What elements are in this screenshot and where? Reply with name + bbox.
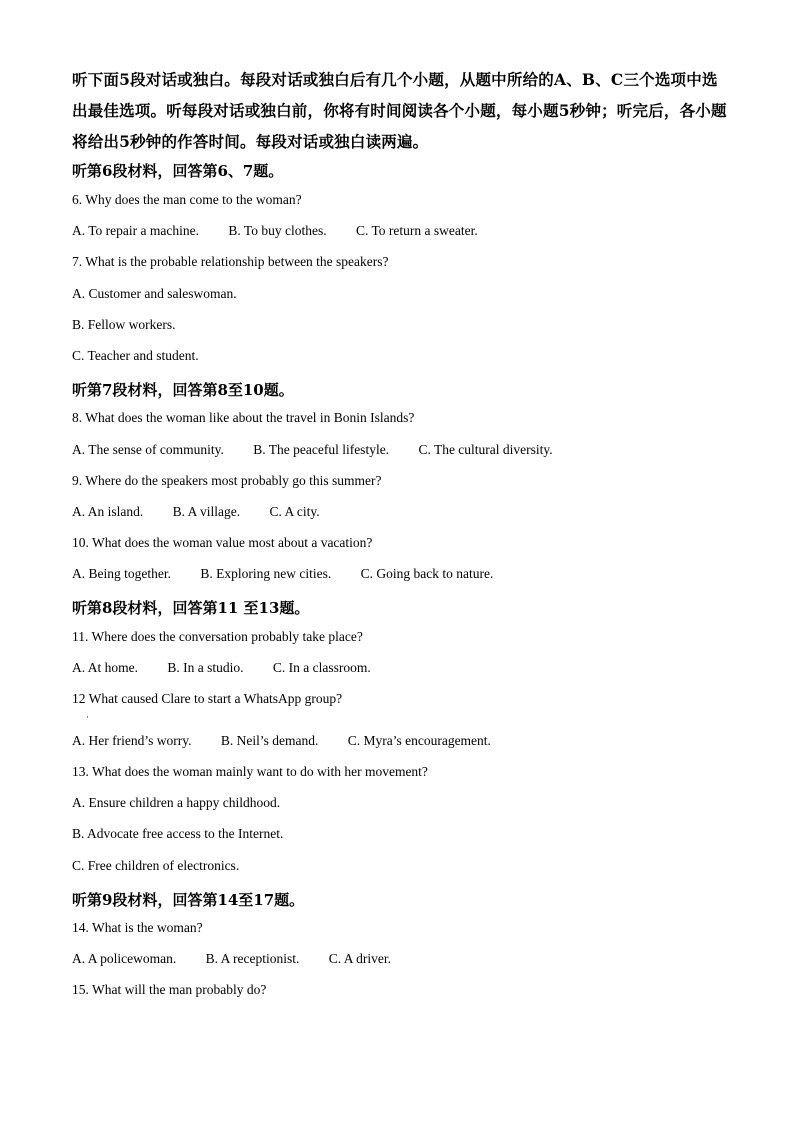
question-15: 15. What will the man probably do?: [72, 982, 267, 997]
option-c: C. Teacher and student.: [72, 348, 199, 363]
option-c: C. Going back to nature.: [360, 566, 494, 581]
question-11: 11. Where does the conversation probably take place?: [72, 629, 363, 644]
option-c: C. To return a sweater.: [355, 223, 478, 238]
option-c: C. Free children of electronics.: [72, 858, 240, 873]
option-a: A. To repair a machine.: [72, 223, 200, 238]
option-b: B. Advocate free access to the Internet.: [72, 826, 284, 841]
section-heading-6: 听第6段材料，回答第6、7题。: [72, 162, 284, 180]
question-14-options: [72, 951, 391, 967]
option-a: A. A policewoman.: [72, 951, 177, 966]
option-b: B. The peaceful lifestyle.: [253, 442, 390, 457]
option-c: C. A city.: [269, 504, 320, 519]
option-a: A. Her friend’s worry.: [72, 733, 192, 748]
question-11-options: [72, 660, 371, 676]
option-b: B. In a studio.: [167, 660, 244, 675]
option-b: B. Fellow workers.: [72, 317, 176, 332]
section-heading-7: 听第7段材料，回答第8至10题。: [72, 381, 294, 399]
option-a: A. An island.: [72, 504, 144, 519]
option-b: B. Neil’s demand.: [220, 733, 319, 748]
question-7: 7. What is the probable relationship between the speakers?: [72, 254, 389, 269]
question-12-options: [72, 733, 491, 749]
option-b: B. A village.: [172, 504, 241, 519]
option-a: A. Being together.: [72, 566, 171, 581]
option-b: B. To buy clothes.: [228, 223, 327, 238]
question-8: 8. What does the woman like about the travel in Bonin Islands?: [72, 410, 415, 425]
option-c: C. The cultural diversity.: [418, 442, 553, 457]
question-14: 14. What is the woman?: [72, 920, 203, 935]
question-13: 13. What does the woman mainly want to do with her movement?: [72, 764, 428, 779]
option-c: C. A driver.: [328, 951, 392, 966]
question-6: 6. Why does the man come to the woman?: [72, 192, 302, 207]
option-a: A. Ensure children a happy childhood.: [72, 795, 281, 810]
option-c: C. Myra’s encouragement.: [347, 733, 491, 748]
option-b: B. Exploring new cities.: [200, 566, 332, 581]
option-a: A. At home.: [72, 660, 138, 675]
listening-instructions: 听下面5段对话或独白。每段对话或独白后有几个小题，从题中所给的A、B、C三个选项中选出最佳选项。听每段对话或独白前，你将有时间阅读各个小题，每小题5秒钟；听完后，各小题将给出5秒钟的作答时间。每段对话或独白读两遍。: [72, 70, 727, 151]
stray-dot: ·: [86, 712, 89, 722]
option-a: A. The sense of community.: [72, 442, 224, 457]
section-heading-9: 听第9段材料，回答第14至17题。: [72, 891, 305, 909]
question-10: 10. What does the woman value most about a vacation?: [72, 535, 373, 550]
question-12: 12 What caused Clare to start a WhatsApp group?: [72, 691, 343, 706]
question-8-options: [72, 442, 553, 458]
section-heading-8: 听第8段材料，回答第11 至13题。: [72, 599, 310, 617]
option-a: A. Customer and saleswoman.: [72, 286, 237, 301]
question-6-options: [72, 223, 478, 239]
question-10-options: [72, 566, 493, 582]
question-9: 9. Where do the speakers most probably go this summer?: [72, 473, 382, 488]
option-b: B. A receptionist.: [205, 951, 300, 966]
question-9-options: [72, 504, 320, 520]
option-c: C. In a classroom.: [272, 660, 371, 675]
